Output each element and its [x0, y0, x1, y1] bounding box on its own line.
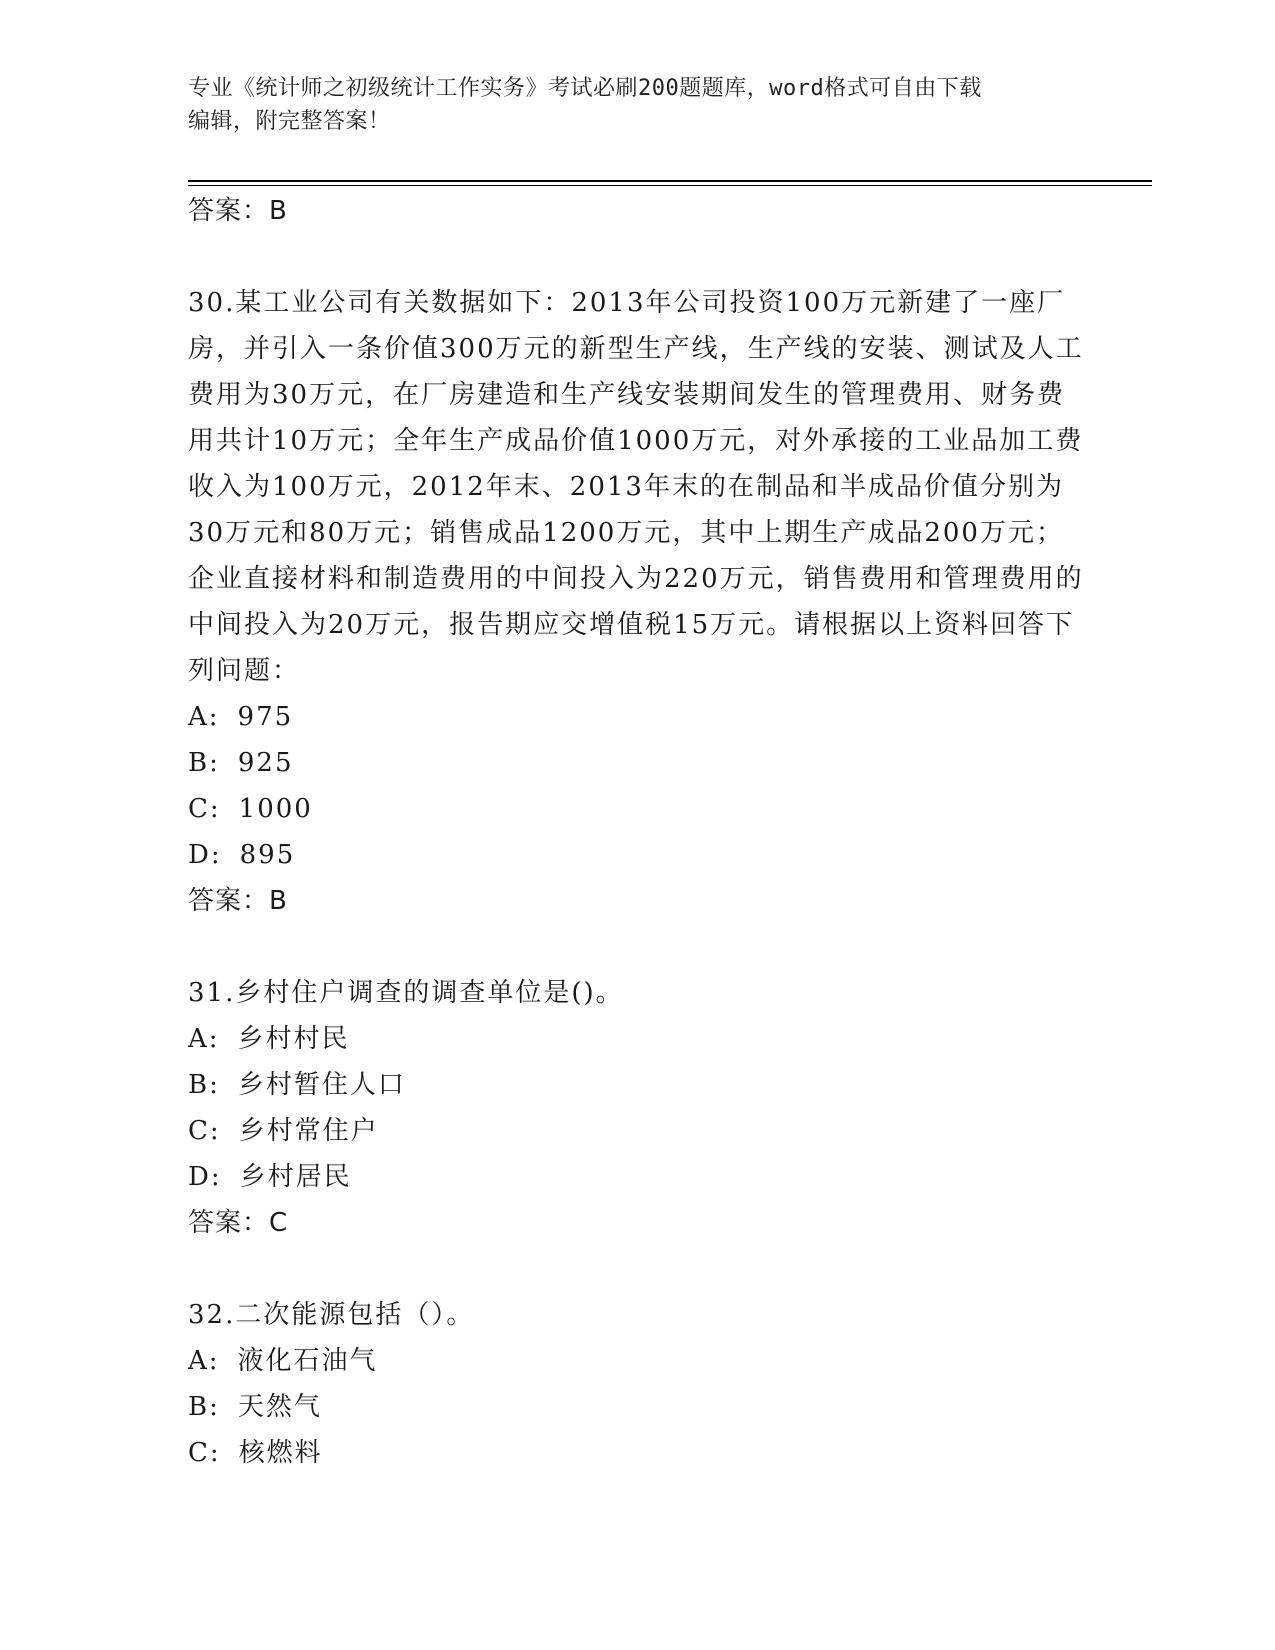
option-text: 895 — [239, 840, 296, 870]
option-text: 核燃料 — [238, 1438, 323, 1468]
question-stem: 31.乡村住户调查的调查单位是()。 — [188, 978, 624, 1008]
header-line-2: 编辑，附完整答案！ — [188, 109, 391, 134]
option-c — [188, 1430, 1088, 1476]
answer-line: 答案：B — [188, 886, 288, 916]
option-text: 液化石油气 — [237, 1346, 378, 1376]
option-text: 975 — [237, 702, 294, 732]
option-key: C: — [188, 794, 221, 824]
option-a — [188, 1016, 1088, 1062]
spacer — [188, 924, 1088, 970]
option-text: 乡村居民 — [239, 1162, 352, 1192]
option-key: D: — [188, 840, 222, 870]
option-key: A: — [188, 1024, 220, 1054]
option-key: C: — [188, 1438, 221, 1468]
option-text: 天然气 — [237, 1392, 322, 1422]
option-b — [188, 740, 1088, 786]
option-d — [188, 1154, 1088, 1200]
option-b — [188, 1062, 1088, 1108]
question-list — [188, 188, 1088, 1476]
option-text: 乡村暂住人口 — [237, 1070, 406, 1100]
answer-line: 答案：C — [188, 1208, 289, 1238]
option-b — [188, 1384, 1088, 1430]
document-header — [188, 72, 1088, 138]
option-key: C: — [188, 1116, 221, 1146]
question-32 — [188, 1292, 1088, 1476]
header-rule-thin — [188, 185, 1152, 186]
option-key: A: — [188, 702, 220, 732]
option-d — [188, 832, 1088, 878]
question-30 — [188, 280, 1088, 924]
option-text: 925 — [237, 748, 294, 778]
option-key: A: — [188, 1346, 220, 1376]
option-a — [188, 1338, 1088, 1384]
spacer — [188, 1246, 1088, 1292]
option-text: 乡村村民 — [237, 1024, 350, 1054]
previous-answer: 答案：B — [188, 196, 288, 226]
option-key: D: — [188, 1162, 222, 1192]
header-rule-thick — [188, 180, 1152, 182]
option-c — [188, 786, 1088, 832]
spacer — [188, 234, 1088, 280]
option-key: B: — [188, 1392, 220, 1422]
option-c — [188, 1108, 1088, 1154]
option-key: B: — [188, 1070, 220, 1100]
option-text: 乡村常住户 — [238, 1116, 379, 1146]
option-text: 1000 — [238, 794, 313, 824]
question-31 — [188, 970, 1088, 1246]
question-stem: 32.二次能源包括（）。 — [188, 1300, 475, 1330]
question-stem: 30.某工业公司有关数据如下：2013年公司投资100万元新建了一座厂房，并引入一条价值300万元的新型生产线，生产线的安装、测试及人工费用为30万元，在厂房建造和生产线安装期间发生的管理费用、财务费用共计10万元；全年生产成品价值1000万元，对外承接的工业品加工费收入为100万元，2012年末、2013年末的在制品和半成品价值分别为30万元和80万元；销售成品1200万元，其中上期生产成品200万元；企业直接材料和制造费用的中间投入为220万元，销售费用和管理费用的中间投入为20万元，报告期应交增值税15万元。请根据以上资料回答下列问题： — [188, 288, 1084, 686]
option-a — [188, 694, 1088, 740]
header-line-1: 专业《统计师之初级统计工作实务》考试必刷200题题库，word格式可自由下载 — [188, 76, 982, 101]
option-key: B: — [188, 748, 220, 778]
